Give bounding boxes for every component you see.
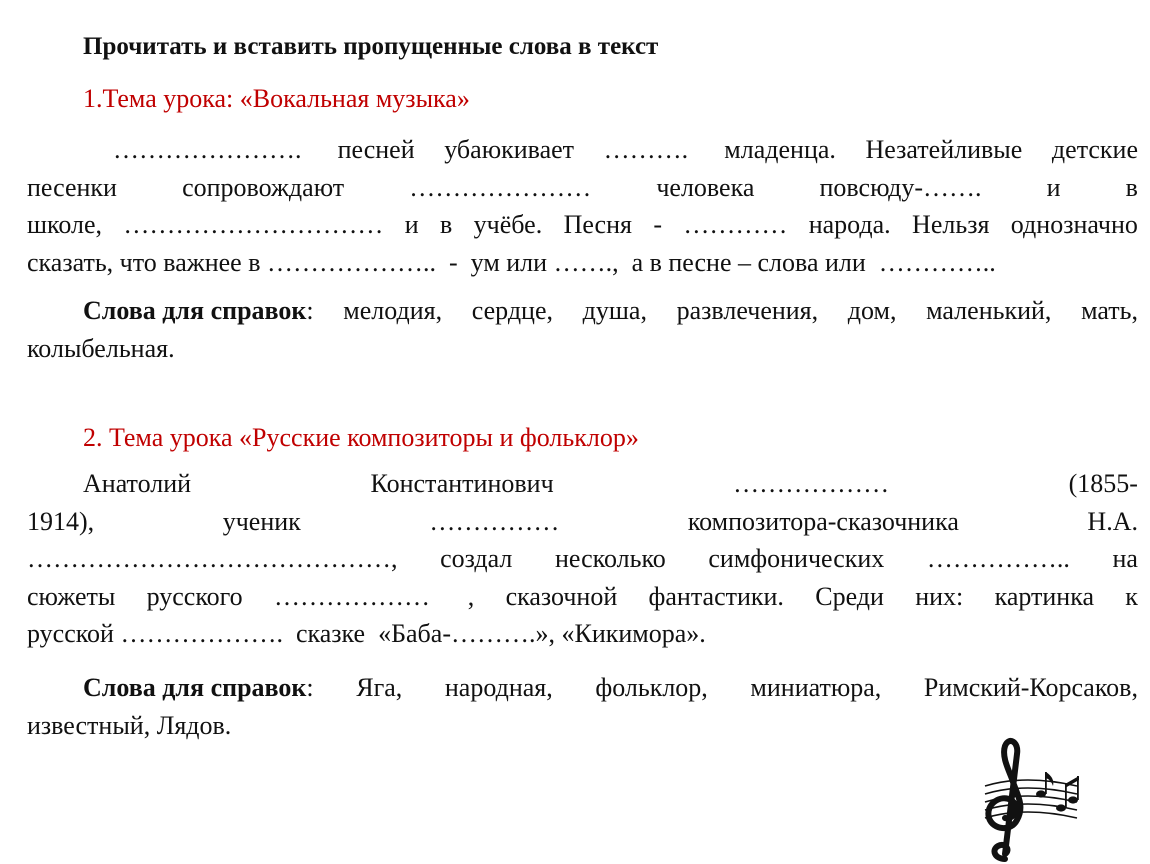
text-fragment: и [1046, 172, 1061, 202]
page-heading: Прочитать и вставить пропущенные слова в текст [83, 33, 659, 60]
text-fragment: ………….. [872, 247, 996, 277]
treble-clef-icon [965, 734, 1085, 864]
reference-word: дом, [847, 296, 897, 325]
text-fragment: симфонических [708, 544, 885, 573]
text-fragment: Среди [815, 581, 884, 611]
task1-paragraph [27, 131, 1138, 281]
text-fragment: детские [1051, 135, 1138, 164]
task2-ref-row-2: известный, Лядов. [27, 711, 232, 740]
reference-word: мать, [1081, 296, 1138, 325]
text-fragment: …………… [429, 506, 560, 536]
text-fragment: - [442, 247, 465, 277]
text-fragment: них: [915, 581, 964, 611]
task2-paragraph [27, 465, 1138, 653]
text-fragment: однозначно [1010, 210, 1138, 239]
text-fragment: а в песне – слова или [625, 247, 873, 277]
text-fragment: младенца. [724, 135, 836, 164]
task1-line-1 [27, 131, 1138, 169]
reference-word: фольклор, [595, 673, 708, 702]
reference-word: Римский-Корсаков, [923, 673, 1138, 702]
text-fragment: Н.А. [1087, 506, 1138, 536]
text-fragment: сюжеты [27, 581, 116, 611]
text-fragment: школе, [27, 210, 103, 239]
task2-topic: 2. Тема урока «Русские композиторы и фольклор» [83, 423, 639, 452]
text-fragment: несколько [555, 544, 666, 573]
reference-word: народная, [444, 673, 553, 702]
text-fragment: ……………………………………, [27, 544, 398, 573]
text-fragment: учёбе. [473, 210, 543, 239]
text-fragment: человека [656, 172, 755, 202]
text-fragment: в [1125, 172, 1138, 202]
task1-ref-row-1 [27, 292, 1138, 330]
text-fragment: ………. [603, 135, 695, 164]
reference-word: Яга, [356, 673, 403, 702]
task1-ref-row-2: колыбельная. [27, 334, 175, 363]
text-fragment: Незатейливые [865, 135, 1023, 164]
text-fragment: народа. [808, 210, 891, 239]
text-fragment: (1855- [1068, 469, 1138, 498]
text-fragment: русской ………………. сказке «Баба-……….», «Кикимора». [27, 619, 706, 648]
text-fragment: убаюкивает [444, 135, 575, 164]
text-fragment: фантастики. [648, 581, 784, 611]
reference-word: мелодия, [343, 296, 443, 325]
text-fragment: русского [146, 581, 243, 611]
task2-line-4 [27, 578, 1138, 616]
text-fragment: на [1112, 544, 1138, 573]
text-fragment: Константинович [370, 469, 554, 498]
text-fragment: сопровождают [182, 172, 345, 202]
text-fragment: песней [337, 135, 415, 164]
reference-word: развлечения, [676, 296, 819, 325]
task1-reference-words [27, 292, 1138, 368]
text-fragment: ум или ……., [464, 247, 626, 277]
task1-line-3 [27, 206, 1138, 244]
text-fragment: ……………… [733, 469, 890, 498]
text-fragment: песенки [27, 172, 117, 202]
text-fragment: повсюду-……. [819, 172, 982, 202]
text-fragment: сказать, что важнее в ……………….. [27, 247, 443, 277]
text-fragment: Анатолий [83, 469, 192, 498]
text-fragment: …………….. [926, 544, 1070, 573]
task2-line-5 [27, 615, 1138, 653]
text-fragment: 1914), [27, 506, 95, 536]
reference-word: сердце, [471, 296, 554, 325]
text-fragment: создал [440, 544, 513, 573]
task2-line-3 [27, 540, 1138, 578]
reference-label: Слова для справок: [83, 673, 314, 702]
task1-topic: 1.Тема урока: «Вокальная музыка» [83, 84, 470, 113]
text-fragment: и [404, 210, 419, 239]
task2-ref-row-1 [27, 669, 1138, 707]
text-fragment: в [440, 210, 453, 239]
text-fragment: , [467, 581, 475, 611]
task2-line-1 [27, 465, 1138, 503]
task1-line-4 [27, 244, 1138, 282]
text-fragment: сказочной [505, 581, 618, 611]
text-fragment: ……………… [273, 581, 437, 611]
reference-word: душа, [582, 296, 647, 325]
reference-label: Слова для справок: [83, 296, 314, 325]
text-fragment: Нельзя [912, 210, 990, 239]
text-fragment: картинка [994, 581, 1094, 611]
text-fragment: ………… [683, 210, 788, 239]
reference-word: миниатюра, [750, 673, 882, 702]
text-fragment: …………………. [113, 135, 308, 164]
text-fragment: композитора-сказочника [687, 506, 959, 536]
text-fragment: - [653, 210, 662, 239]
text-fragment: Песня [563, 210, 632, 239]
task1-line-2 [27, 169, 1138, 207]
task2-line-2 [27, 503, 1138, 541]
text-fragment: ученик [222, 506, 301, 536]
reference-word: маленький, [926, 296, 1052, 325]
text-fragment: ………………………… [123, 210, 384, 239]
text-fragment: к [1125, 581, 1138, 611]
text-fragment: ………………… [409, 172, 592, 202]
